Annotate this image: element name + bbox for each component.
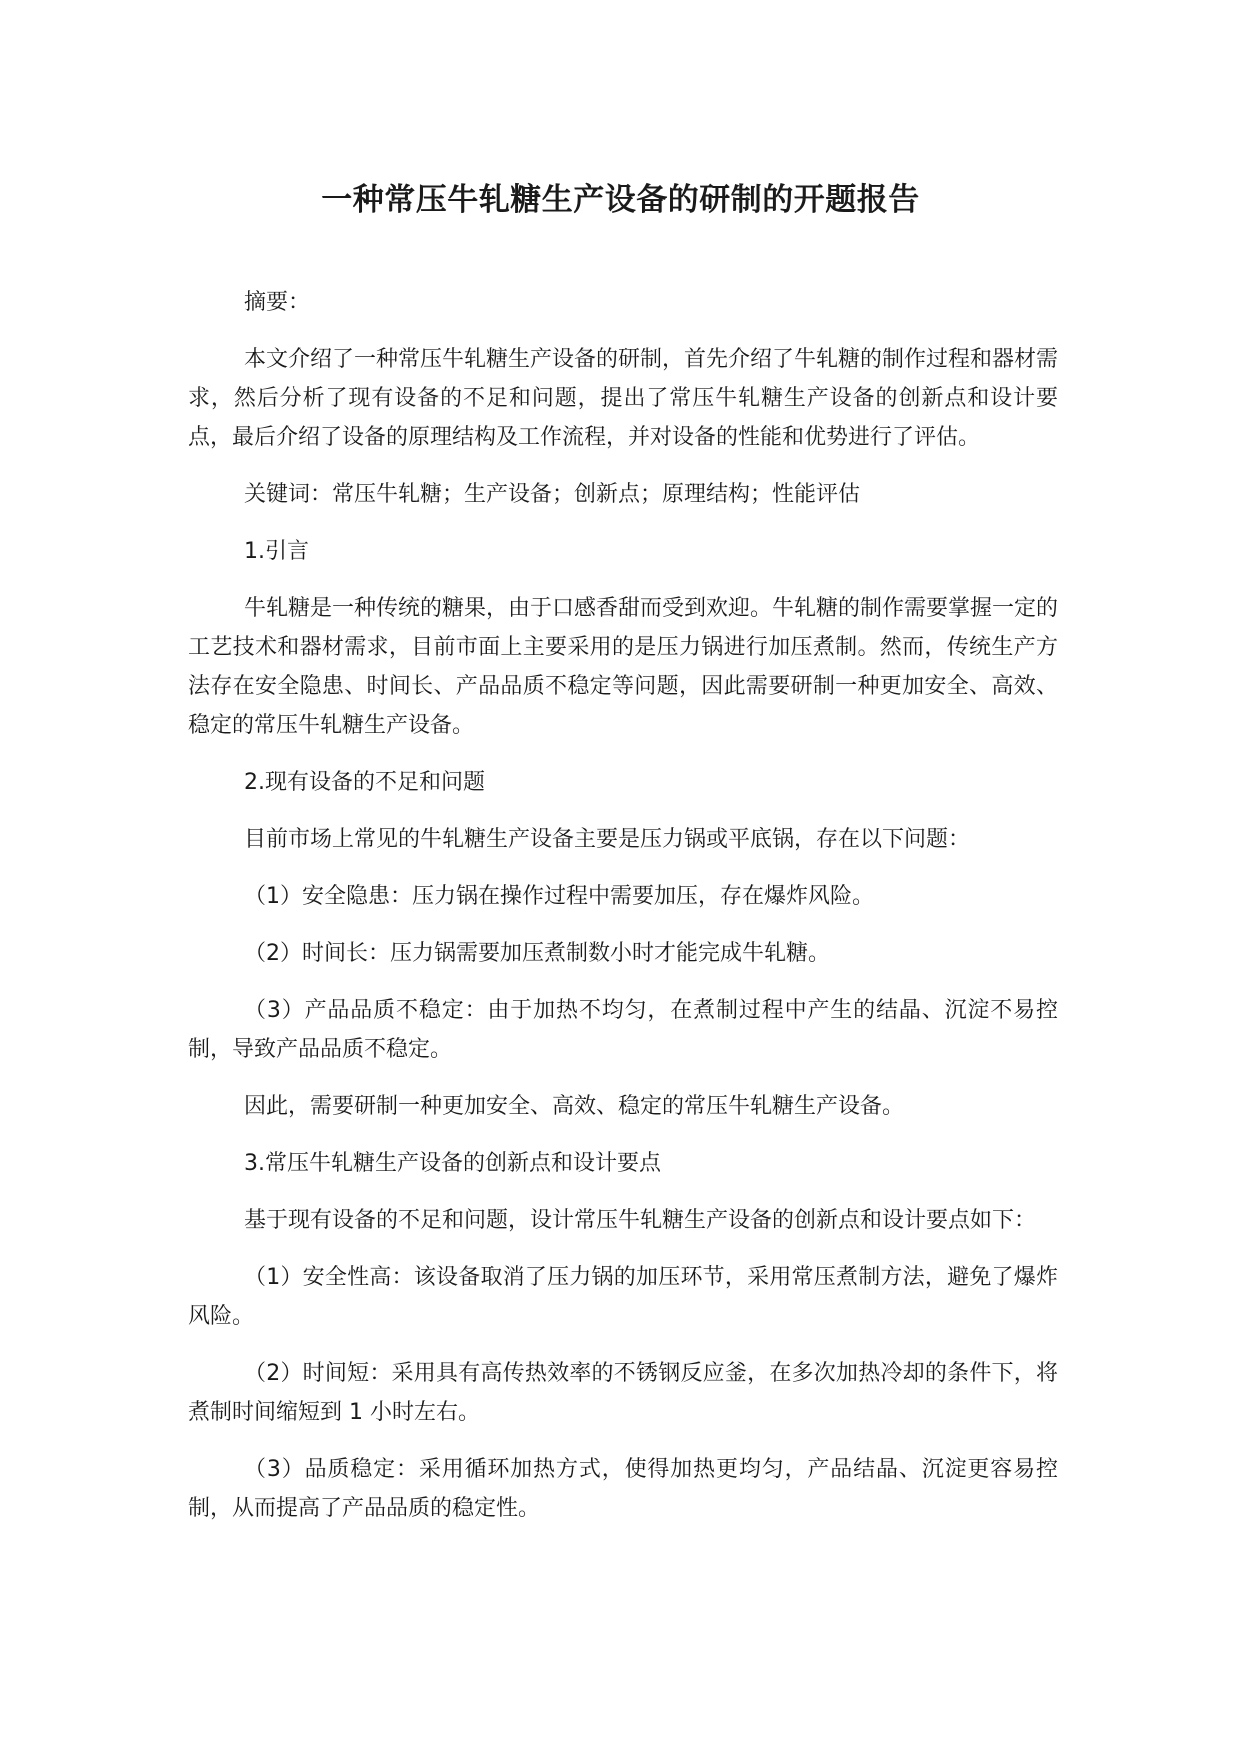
keywords: 关键词：常压牛轧糖；生产设备；创新点；原理结构；性能评估 bbox=[244, 482, 861, 507]
innovation-item-2: （2）时间短：采用具有高传热效率的不锈钢反应釜，在多次加热冷却的条件下，将煮制时间缩短到 1 小时左右。 bbox=[188, 1361, 1058, 1425]
introduction-text: 牛轧糖是一种传统的糖果，由于口感香甜而受到欢迎。牛轧糖的制作需要掌握一定的工艺技术和器材需求，目前市面上主要采用的是压力锅进行加压煮制。然而，传统生产方法存在安全隐患、时间长、产品品质不稳定等问题，因此需要研制一种更加安全、高效、稳定的常压牛轧糖生产设备。 bbox=[188, 596, 1059, 738]
section-heading-introduction: 1.引言 bbox=[244, 539, 309, 564]
section-heading-innovation: 3.常压牛轧糖生产设备的创新点和设计要点 bbox=[244, 1151, 661, 1176]
document-body bbox=[188, 283, 1058, 1546]
innovation-item-3: （3）品质稳定：采用循环加热方式，使得加热更均匀，产品结晶、沉淀更容易控制，从而提高了产品品质的稳定性。 bbox=[188, 1457, 1058, 1521]
abstract-heading: 摘要： bbox=[244, 290, 311, 315]
innovation-item-1: （1）安全性高：该设备取消了压力锅的加压环节，采用常压煮制方法，避免了爆炸风险。 bbox=[188, 1265, 1058, 1329]
document-title: 一种常压牛轧糖生产设备的研制的开题报告 bbox=[321, 182, 920, 218]
problem-item-3: （3）产品品质不稳定：由于加热不均匀，在煮制过程中产生的结晶、沉淀不易控制，导致产品品质不稳定。 bbox=[188, 998, 1058, 1062]
problem-item-2: （2）时间长：压力锅需要加压煮制数小时才能完成牛轧糖。 bbox=[244, 941, 830, 966]
problems-conclusion: 因此，需要研制一种更加安全、高效、稳定的常压牛轧糖生产设备。 bbox=[244, 1094, 905, 1119]
existing-problems-intro: 目前市场上常见的牛轧糖生产设备主要是压力锅或平底锅，存在以下问题： bbox=[244, 827, 971, 852]
innovation-intro: 基于现有设备的不足和问题，设计常压牛轧糖生产设备的创新点和设计要点如下： bbox=[244, 1208, 1037, 1233]
section-heading-existing-problems: 2.现有设备的不足和问题 bbox=[244, 770, 485, 795]
abstract-text: 本文介绍了一种常压牛轧糖生产设备的研制，首先介绍了牛轧糖的制作过程和器材需求，然后分析了现有设备的不足和问题，提出了常压牛轧糖生产设备的创新点和设计要点，最后介绍了设备的原理结构及工作流程，并对设备的性能和优势进行了评估。 bbox=[188, 347, 1059, 450]
problem-item-1: （1）安全隐患：压力锅在操作过程中需要加压，存在爆炸风险。 bbox=[244, 884, 874, 909]
